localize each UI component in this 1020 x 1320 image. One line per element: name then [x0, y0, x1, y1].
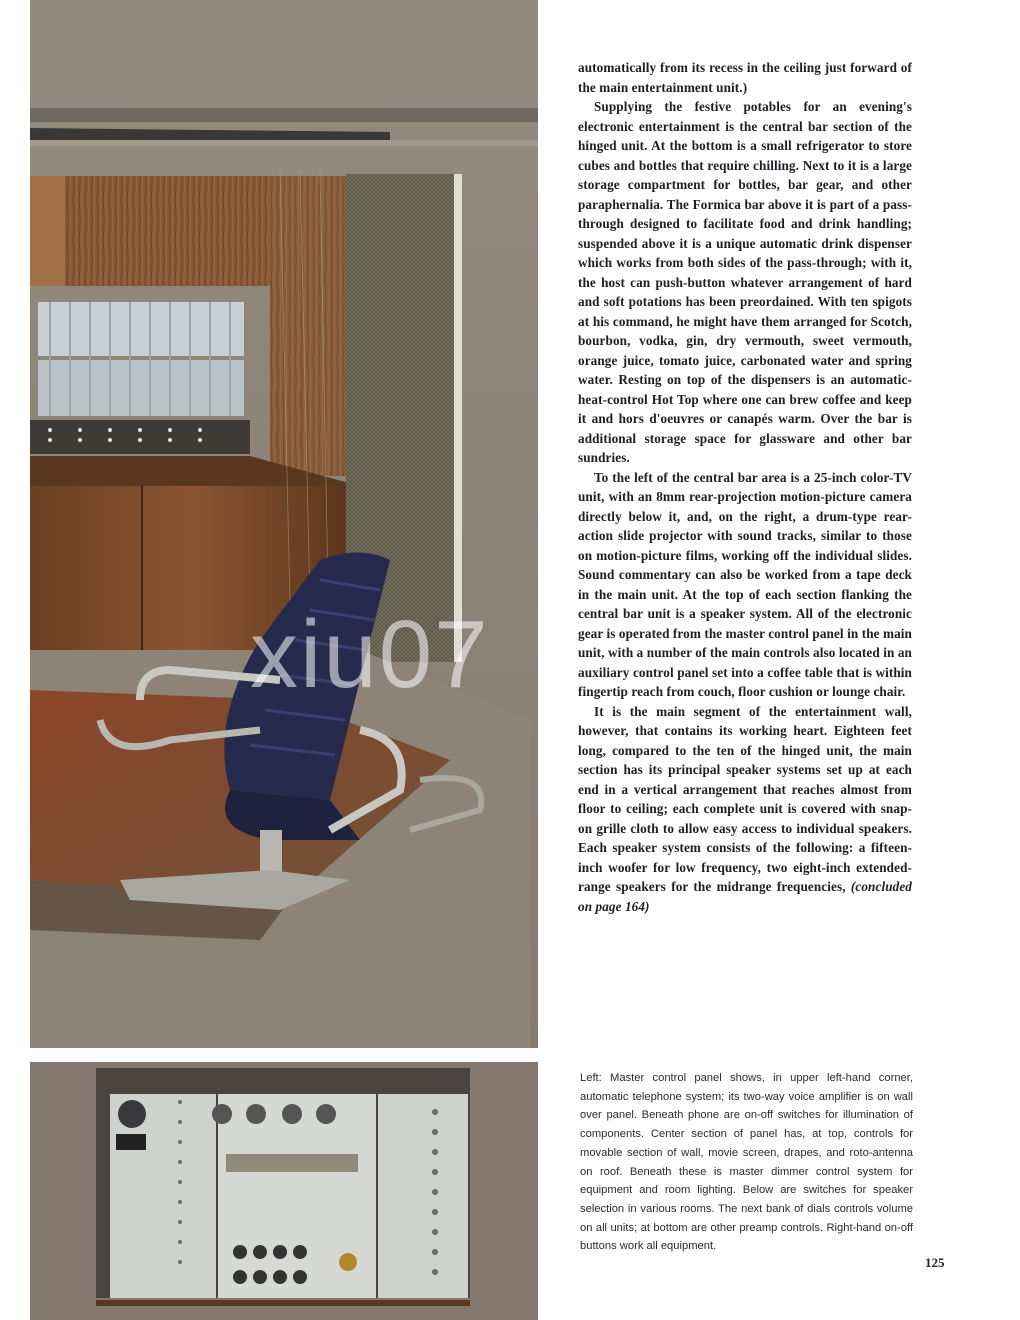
- article-paragraph-1: automatically from its recess in the ceiling just forward of the main entertainment unit.): [578, 60, 912, 95]
- control-panel-drawing: [30, 1062, 538, 1320]
- photo-caption: Left: Master control panel shows, in upper left-hand corner, automatic telephone system; its two-way voice amplifier is on wall over panel. Beneath phone are on-off switches for illumination of components. Center section of panel has, at top, controls for movable section of wall, movie screen, drapes, and roto-antenna on roof. Beneath these is master dimmer control system for equipment and room lighting. Below are switches for speaker selection in various rooms. The next bank of dials controls volume on all units; at bottom are other preamp controls. Right-hand on-off buttons work all equipment.: [580, 1072, 913, 1253]
- entertainment-wall-illustration: [30, 0, 538, 1048]
- master-control-panel-photo: [30, 1062, 538, 1320]
- article-paragraph-4: [578, 702, 912, 917]
- page-margin: [0, 0, 30, 1320]
- article-paragraph-2: Supplying the festive potables for an evening's electronic entertainment is the central bar section of the hinged unit. At the bottom is a small refrigerator to store cubes and bottles that require chilling. Next to it is a large storage compartment for bottles, bar gear, and other paraphernalia. The Formica bar above it is part of a pass-through designed to facilitate food and drink handling; suspended above it is a unique automatic drink dispenser which works from both sides of the pass-through; with it, the host can push-button whatever arrangement of hard and soft potations has been preordained. With ten spigots at his command, he might have them arranged for Scotch, bourbon, vodka, gin, dry vermouth, sweet vermouth, orange juice, tomato juice, carbonated water and spring water. Resting on top of the dispensers is an automatic-heat-control Hot Top where one can brew coffee and keep it and hors d'oeuvres or canapés warm. Over the bar is additional storage space for glassware and other bar sundries.: [578, 99, 912, 465]
- article-paragraph-4-text: It is the main segment of the entertainment wall, however, that contains its working heart. Eighteen feet long, compared to the ten of the hinged unit, the main section has its principal speaker systems set up at each end in a vertical arrangement that reaches almost from floor to ceiling; each complete unit is covered with snap-on grille cloth to allow easy access to individual speakers. Each speaker system consists of the following: a fifteen-inch woofer for low frequency, two eight-inch extended-range speakers for the midrange frequencies,: [578, 703, 912, 894]
- page-number: 125: [925, 1255, 945, 1270]
- article-paragraph-3: To the left of the central bar area is a 25-inch color-TV unit, with an 8mm rear-projection motion-picture camera directly below it, and, on the right, a drum-type rear-action slide projector with sound tracks, similar to those on motion-picture films, working off the individual slides. Sound commentary can also be worked from a tape deck in the main unit. At the top of each section flanking the central bar unit is a speaker system. All of the electronic gear is operated from the master control panel in the main unit, with a number of the main controls also located in an auxiliary control panel set into a coffee table that is within fingertip reach from couch, floor cushion or lounge chair.: [578, 469, 912, 699]
- article-body: [578, 58, 912, 916]
- watermark-text: xiu07: [250, 601, 490, 708]
- continued-on-page-note: (concluded on page 164): [578, 879, 912, 914]
- illustration-drawing: [30, 0, 538, 1048]
